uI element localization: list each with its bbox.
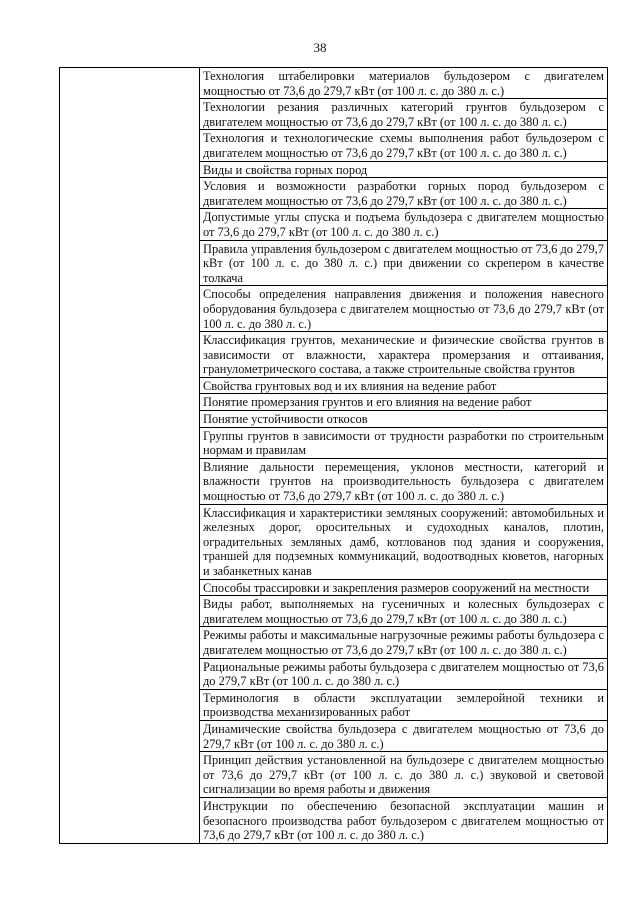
- knowledge-item-text: Классификация и характеристики земляных сооружений: автомобильных и железных дорог, оросительных и судоходных каналов, плотин, оградительных земляных дамб, котлованов под здания и сооружения, траншей для подземных коммуникаций, водоотводных кюветов, нагорных и забанкетных канав: [203, 505, 604, 578]
- knowledge-item: [200, 394, 608, 411]
- knowledge-item: [200, 99, 608, 130]
- knowledge-table: [59, 67, 608, 844]
- knowledge-item: [200, 240, 608, 286]
- knowledge-item-text: Свойства грунтовых вод и их влияния на ведение работ: [203, 378, 497, 393]
- knowledge-item-text: Виды работ, выполняемых на гусеничных и колесных бульдозерах с двигателем мощностью от 73,6 до 279,7 кВт (от 100 л. с. до 380 л. с.): [203, 597, 604, 626]
- knowledge-item-text: Виды и свойства горных пород: [203, 162, 368, 177]
- knowledge-item: [200, 68, 608, 99]
- knowledge-item-text: Рациональные режимы работы бульдозера с двигателем мощностью от 73,6 до 279,7 кВт (от 100 л. с. до 380 л. с.): [203, 659, 604, 689]
- knowledge-item: [200, 579, 608, 596]
- knowledge-item-text: Режимы работы и максимальные нагрузочные режимы работы бульдозера с двигателем мощностью от 73,6 до 279,7 кВт (от 100 л. с. до 380 л. с.): [203, 628, 604, 657]
- knowledge-item-text: Динамические свойства бульдозера с двигателем мощностью от 73,6 до 279,7 кВт (от 100 л. с. до 380 л. с.): [203, 721, 604, 751]
- knowledge-item: [200, 286, 608, 332]
- knowledge-item-text: Технология штабелировки материалов бульдозером с двигателем мощностью от 73,6 до 279,7 кВт (от 100 л. с. до 380 л. с.): [203, 69, 604, 98]
- knowledge-item-text: Инструкции по обеспечению безопасной эксплуатации машин и безопасного производства работ бульдозером с двигателем мощностью от 73,6 до 279,7 кВт (от 100 л. с. до 380 л. с.): [203, 798, 604, 843]
- knowledge-item-text: Условия и возможности разработки горных пород бульдозером с двигателем мощностью от 73,6 до 279,7 кВт (от 100 л. с. до 380 л. с.): [203, 179, 604, 208]
- knowledge-item: [200, 411, 608, 428]
- knowledge-item-text: Способы трассировки и закрепления размеров сооружений на местности: [203, 580, 590, 595]
- knowledge-item: [200, 427, 608, 458]
- knowledge-item-text: Допустимые углы спуска и подъема бульдозера с двигателем мощностью от 73,6 до 279,7 кВт (от 100 л. с. до 380 л. с.): [203, 210, 604, 239]
- knowledge-item-text: Терминология в области эксплуатации землеройной техники и производства механизированных работ: [203, 690, 604, 720]
- knowledge-item-text: Способы определения направления движения и положения навесного оборудования бульдозера с двигателем мощностью от 73,6 до 279,7 кВт (от 100 л. с. до 380 л. с.): [203, 287, 604, 331]
- knowledge-item: [200, 752, 608, 798]
- knowledge-item: [200, 178, 608, 209]
- table-row: [60, 68, 608, 99]
- page-number: 38: [313, 40, 327, 55]
- knowledge-item-text: Понятие промерзания грунтов и его влияния на ведение работ: [203, 395, 532, 410]
- knowledge-item: [200, 720, 608, 751]
- knowledge-table-body: [60, 68, 608, 844]
- knowledge-item-text: Группы грунтов в зависимости от трудности разработки по строительным нормам и правилам: [203, 428, 604, 458]
- knowledge-item-text: Влияние дальности перемещения, уклонов местности, категорий и влажности грунтов на производительность бульдозера с двигателем мощностью от 73,6 до 279,7 кВт (от 100 л. с. до 380 л. с.): [203, 459, 604, 504]
- knowledge-item: [200, 209, 608, 240]
- knowledge-item: [200, 161, 608, 178]
- knowledge-item: [200, 596, 608, 627]
- knowledge-item: [200, 377, 608, 394]
- knowledge-item: [200, 458, 608, 504]
- knowledge-item-text: Правила управления бульдозером с двигателем мощностью от 73,6 до 279,7 кВт (от 100 л. с. до 380 л. с.) при движении со скрепером в качестве толкача: [203, 241, 604, 285]
- knowledge-item-text: Технологии резания различных категорий грунтов бульдозером с двигателем мощностью от 73,6 до 279,7 кВт (от 100 л. с. до 380 л. с.): [203, 100, 604, 129]
- knowledge-item: [200, 689, 608, 720]
- knowledge-item: [200, 332, 608, 378]
- knowledge-item: [200, 130, 608, 161]
- knowledge-item-text: Понятие устойчивости откосов: [203, 412, 368, 427]
- empty-label-cell: [60, 68, 200, 844]
- knowledge-item-text: Технология и технологические схемы выполнения работ бульдозером с двигателем мощностью от 73,6 до 279,7 кВт (от 100 л. с. до 380 л. с.): [203, 131, 604, 160]
- knowledge-item: [200, 797, 608, 843]
- knowledge-item-text: Принцип действия установленной на бульдозере с двигателем мощностью от 73,6 до 279,7 кВт (от 100 л. с. до 380 л. с.) звуковой и световой сигнализации во время работы и движения: [203, 753, 604, 797]
- knowledge-item: [200, 504, 608, 579]
- knowledge-item-text: Классификация грунтов, механические и физические свойства грунтов в зависимости от влажности, характера промерзания и оттаивания, гранулометрического состава, а также строительные свойства грунтов: [203, 333, 604, 377]
- knowledge-item: [200, 658, 608, 689]
- knowledge-item: [200, 627, 608, 658]
